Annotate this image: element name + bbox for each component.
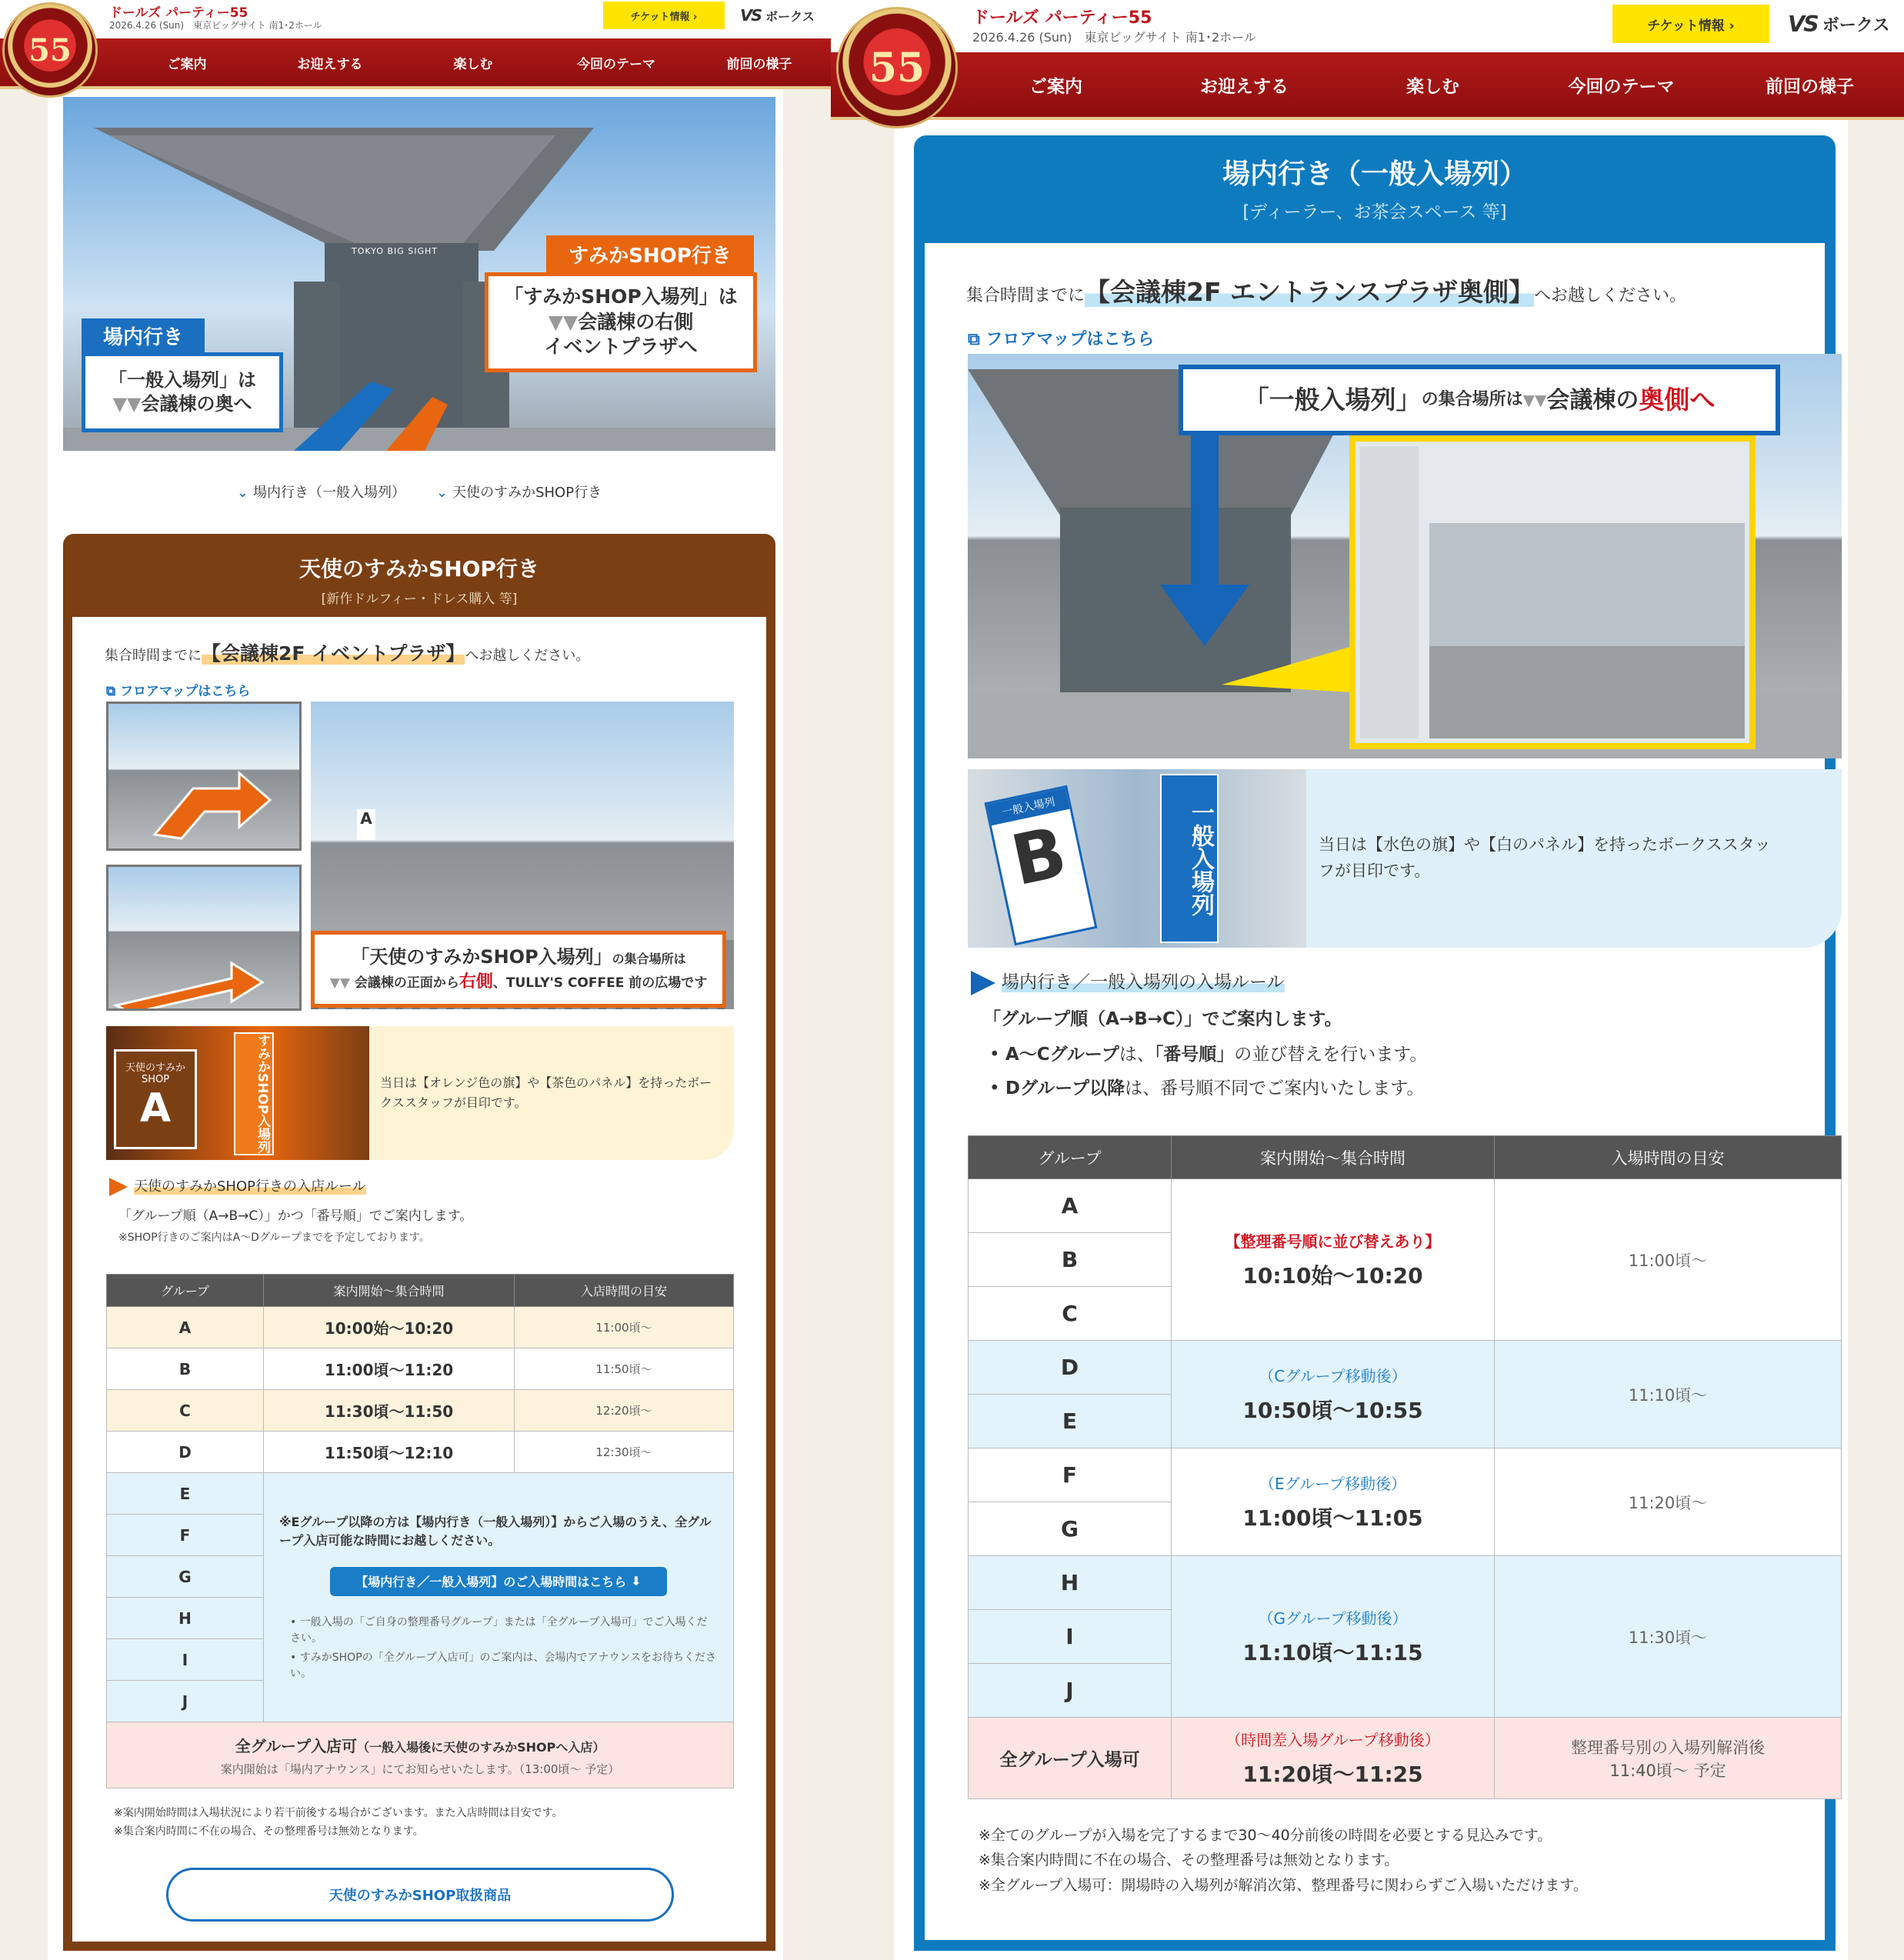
orange-arrow-icon bbox=[108, 704, 302, 851]
down-arrow-icon: ▼▼ bbox=[1522, 391, 1547, 409]
external-link-icon: ⧉ bbox=[968, 330, 986, 349]
venue-callout bbox=[82, 352, 283, 432]
group-sign: A bbox=[357, 809, 375, 840]
shop-staff-photo bbox=[106, 1026, 369, 1160]
group-cell: J bbox=[107, 1681, 264, 1722]
down-arrow-icon: ▼▼ bbox=[112, 393, 142, 415]
venue-tag: 場内行き bbox=[82, 318, 205, 352]
rule-b1-bold2: 「番号順」 bbox=[1154, 1045, 1235, 1065]
col-time: 案内開始～集合時間 bbox=[1172, 1136, 1495, 1179]
group-cell: G bbox=[107, 1556, 264, 1598]
external-link-icon: ⧉ bbox=[106, 684, 121, 699]
orange-arrow-icon bbox=[108, 867, 302, 1011]
table-row-all bbox=[969, 1718, 1842, 1799]
nav-item-enjoy[interactable]: 楽しむ bbox=[1406, 76, 1459, 97]
time-value: 11:00頃～11:05 bbox=[1242, 1505, 1423, 1531]
group-cell: E bbox=[969, 1395, 1172, 1448]
shop-callout-place: 会議棟の右側 bbox=[578, 310, 694, 333]
all-groups-time bbox=[1172, 1718, 1495, 1799]
anchor-venue-label: 場内行き（一般入場列） bbox=[253, 485, 405, 501]
anchor-shop[interactable] bbox=[436, 482, 602, 502]
caption-right: 右側 bbox=[458, 972, 493, 992]
col-group: グループ bbox=[107, 1275, 264, 1307]
time-note: 【整理番号順に並び替えあり】 bbox=[1225, 1232, 1441, 1251]
caption-line2 bbox=[315, 970, 722, 995]
event-date: 2026.4.26 (Sun) 東京ビッグサイト 南1･2ホール bbox=[972, 30, 1256, 45]
shop-meeting-text bbox=[105, 638, 589, 666]
arrow-down-circle-icon: ⬇ bbox=[631, 1574, 642, 1588]
time-cell: 11:30頃～11:50 bbox=[264, 1390, 515, 1432]
estimate-cell: 11:00頃～ bbox=[515, 1307, 734, 1348]
venue-time-button-label: 【場内行き／一般入場列】のご入場時間はこちら bbox=[355, 1575, 627, 1589]
footnote-2: ※集合案内時間に不在の場合、その整理番号は無効となります。 bbox=[979, 1852, 1399, 1869]
caption-front: 会議棟の正面から bbox=[354, 975, 459, 992]
time-value: 10:10始～10:20 bbox=[1242, 1263, 1423, 1288]
col-group: グループ bbox=[969, 1136, 1172, 1179]
shop-rule-line: 「グループ順（A→B→C）」かつ「番号順」でご案内します。 bbox=[118, 1208, 473, 1224]
chevron-down-icon: ⌄ bbox=[236, 485, 248, 501]
logo-text: 55 bbox=[28, 32, 72, 68]
site-header bbox=[0, 0, 831, 89]
later-groups-cell bbox=[264, 1473, 734, 1722]
shop-callout-line3: イベントプラザへ bbox=[544, 335, 698, 358]
footnote-3: ※全グループ入場可：開場時の入場列が解消次第、整理番号に関わらずご入場いただけます。 bbox=[979, 1876, 1588, 1894]
table-header-row bbox=[107, 1275, 734, 1307]
nav-item-previous[interactable]: 前回の様子 bbox=[1766, 76, 1854, 97]
time-value: 10:50頃～10:55 bbox=[1242, 1398, 1423, 1423]
estimate-cell: 11:30頃～ bbox=[1495, 1556, 1842, 1718]
meeting-place: 【会議棟2F イベントプラザ】 bbox=[202, 642, 465, 665]
venue-title: 場内行き（一般入場列） bbox=[1222, 158, 1527, 190]
caption-meeting: の集合場所は bbox=[612, 951, 686, 966]
group-cell: D bbox=[107, 1432, 264, 1473]
all-title-main: 全グループ入店可 bbox=[235, 1736, 358, 1755]
shop-photo-plaza bbox=[106, 865, 302, 1011]
estimate-cell: 12:30頃～ bbox=[515, 1432, 734, 1473]
table-row-all bbox=[107, 1722, 734, 1788]
group-cell: H bbox=[969, 1556, 1172, 1610]
shop-callout bbox=[485, 272, 757, 372]
table-row bbox=[107, 1307, 734, 1348]
group-cell: A bbox=[107, 1307, 264, 1348]
flag-icon bbox=[109, 1178, 128, 1196]
main-nav bbox=[0, 38, 831, 89]
time-cell: 11:00頃～11:20 bbox=[264, 1348, 515, 1390]
table-row bbox=[969, 1341, 1842, 1395]
time-cell bbox=[1172, 1556, 1495, 1718]
estimate-cell: 11:20頃～ bbox=[1495, 1448, 1842, 1556]
site-header bbox=[831, 0, 1904, 120]
down-arrow-icon: ▼▼ bbox=[548, 310, 579, 333]
shop-photo-building bbox=[106, 702, 302, 851]
venue-photo bbox=[968, 354, 1842, 758]
meeting-place: 【会議棟2F エントランスプラザ奥側】 bbox=[1085, 277, 1535, 307]
rule-b1-bold: A～Cグループ bbox=[1005, 1045, 1119, 1065]
site-title[interactable]: ドールズ パーティー55 bbox=[972, 8, 1152, 28]
venue-callout-line2 bbox=[85, 392, 279, 416]
estimate-cell: 11:50頃～ bbox=[515, 1348, 734, 1390]
all-note: （時間差入場グループ移動後） bbox=[1225, 1731, 1440, 1749]
table-row bbox=[107, 1390, 734, 1432]
nav-item-guide[interactable]: ご案内 bbox=[1029, 76, 1082, 97]
shop-callout-line2 bbox=[489, 310, 753, 335]
venue-rule-bullet-2: • Dグループ以降は、番号順不同でご案内いたします。 bbox=[989, 1078, 1425, 1098]
footnote-1: ※全てのグループが入場を完了するまで30～40分前後の時間を必要とする見込みです。 bbox=[979, 1827, 1552, 1844]
building-sign: TOKYO BIG SIGHT bbox=[352, 246, 438, 256]
venue-meeting-text bbox=[966, 272, 1686, 308]
shop-photo-caption bbox=[311, 931, 726, 1008]
nav-item-welcome[interactable]: お迎えする bbox=[297, 56, 363, 72]
floor-map-label: フロアマップはこちら bbox=[985, 330, 1155, 349]
venue-staff-text: 当日は【水色の旗】や【白のパネル】を持ったボークススタッフが目印です。 bbox=[1319, 835, 1771, 880]
later-bullet-2: • すみかSHOPの「全グループ入店可」のご案内は、会場内でアナウンスをお待ちください。 bbox=[290, 1651, 717, 1680]
shop-rule-title-text: 天使のすみかSHOP行きの入店ルール bbox=[134, 1178, 366, 1195]
shop-subtitle: [新作ドルフィー・ドレス購入 等] bbox=[321, 592, 518, 607]
table-row bbox=[107, 1473, 734, 1515]
sign-text: 天使のすみかSHOP bbox=[125, 1062, 185, 1085]
caption-meeting: の集合場所は bbox=[1421, 389, 1523, 409]
table-row bbox=[969, 1448, 1842, 1502]
venue-photo-caption bbox=[1179, 365, 1780, 435]
shop-staff-note bbox=[106, 1026, 734, 1160]
left-screenshot bbox=[0, 0, 831, 1960]
ticket-button[interactable]: チケット情報 › bbox=[1612, 5, 1769, 43]
anchor-shop-label: 天使のすみかSHOP行き bbox=[452, 485, 602, 501]
flag-icon bbox=[971, 971, 995, 995]
caption-tullys: 、TULLY'S COFFEE 前の広場です bbox=[492, 975, 708, 992]
floor-map-link[interactable] bbox=[106, 680, 250, 699]
brand-name: ボークス bbox=[1822, 15, 1890, 35]
event-date: 2026.4.26 (Sun) 東京ビッグサイト 南1･2ホール bbox=[109, 20, 322, 31]
caption-queue-name: 「天使のすみかSHOP入場列」 bbox=[351, 945, 612, 968]
logo-text: 55 bbox=[869, 44, 925, 92]
meeting-pre: 集合時間までに bbox=[105, 648, 202, 664]
shop-schedule-table bbox=[106, 1274, 734, 1788]
group-cell: I bbox=[107, 1639, 264, 1681]
nav-item-guide[interactable]: ご案内 bbox=[167, 56, 207, 72]
all-groups-label: 全グループ入場可 bbox=[969, 1718, 1172, 1799]
ticket-button[interactable]: チケット情報 › bbox=[603, 2, 725, 29]
venue-staff-sign bbox=[984, 785, 1097, 946]
brand-logo[interactable] bbox=[1788, 11, 1890, 37]
all-groups-estimate bbox=[1495, 1718, 1842, 1799]
later-note: ※Eグループ以降の方は【場内行き（一般入場列）】からご入場のうえ、全グループ入店可能な時間にお越しください。 bbox=[279, 1514, 712, 1548]
group-cell: I bbox=[969, 1610, 1172, 1664]
table-row bbox=[107, 1348, 734, 1390]
shop-products-button[interactable]: 天使のすみかSHOP取扱商品 bbox=[166, 1868, 674, 1922]
time-note: （Cグループ移動後） bbox=[1259, 1367, 1407, 1385]
rule-b1-post: の並び替えを行います。 bbox=[1234, 1045, 1428, 1065]
shop-footnotes bbox=[114, 1805, 563, 1842]
group-cell: D bbox=[969, 1341, 1172, 1395]
all-title-sub: （一般入場後に天使のすみかSHOPへ入店） bbox=[357, 1739, 605, 1755]
time-note: （Eグループ移動後） bbox=[1259, 1475, 1407, 1493]
nav-item-theme[interactable]: 今回のテーマ bbox=[1568, 76, 1675, 97]
time-cell bbox=[1172, 1341, 1495, 1448]
venue-schedule-table bbox=[968, 1135, 1842, 1799]
shop-rule-title bbox=[109, 1175, 366, 1196]
time-cell: 11:50頃～12:10 bbox=[264, 1432, 515, 1473]
col-estimate: 入場時間の目安 bbox=[1495, 1136, 1842, 1179]
hero-image bbox=[63, 97, 775, 451]
time-cell: 10:00始～10:20 bbox=[264, 1307, 515, 1348]
nav-item-welcome[interactable]: お迎えする bbox=[1200, 76, 1289, 97]
table-row bbox=[969, 1179, 1842, 1233]
shop-tag: すみかSHOP行き bbox=[546, 235, 754, 272]
venue-callout-line1: 「一般入場列」は bbox=[108, 368, 256, 391]
right-screenshot bbox=[831, 0, 1904, 1960]
rule-b2-bold: Dグループ以降 bbox=[1005, 1078, 1125, 1098]
meeting-post: へお越しください。 bbox=[1534, 286, 1687, 305]
venue-staff-note bbox=[968, 769, 1842, 948]
later-bullet-1: • 一般入場の「ご自身の整理番号グループ」または「全グループ入場可」でご入場ください。 bbox=[290, 1615, 708, 1645]
rule-b1-mid: は、 bbox=[1119, 1045, 1155, 1065]
floor-map-link[interactable] bbox=[968, 326, 1155, 350]
meeting-post: へお越しください。 bbox=[465, 648, 590, 664]
group-cell: C bbox=[107, 1390, 264, 1432]
col-time: 案内開始～集合時間 bbox=[264, 1275, 515, 1307]
footnote-1: ※案内開始時間は入場状況により若干前後する場合がございます。また入店時間は目安です。 bbox=[114, 1807, 563, 1819]
site-title[interactable]: ドールズ パーティー55 bbox=[109, 5, 248, 21]
venue-footnotes bbox=[979, 1823, 1588, 1898]
venue-section-header bbox=[914, 152, 1836, 223]
all-time: 11:20頃～11:25 bbox=[1242, 1762, 1423, 1787]
brand-name: ボークス bbox=[765, 8, 815, 24]
group-cell: G bbox=[969, 1502, 1172, 1556]
logo[interactable] bbox=[839, 9, 955, 126]
estimate-cell: 11:10頃～ bbox=[1495, 1341, 1842, 1448]
sign-text: 一般入場列 bbox=[987, 788, 1070, 825]
caption-building: 会議棟の bbox=[1546, 386, 1639, 414]
group-cell: E bbox=[107, 1473, 264, 1515]
anchor-venue[interactable] bbox=[237, 482, 405, 502]
sign-letter: B bbox=[1005, 812, 1074, 902]
time-value: 11:10頃～11:15 bbox=[1242, 1640, 1423, 1665]
group-cell: A bbox=[969, 1179, 1172, 1233]
nav-item-theme[interactable]: 今回のテーマ bbox=[577, 56, 655, 72]
caption-line1 bbox=[315, 944, 722, 971]
shop-rule-note: ※SHOP行きのご案内はA～Dグループまでを予定しております。 bbox=[118, 1232, 430, 1244]
venue-time-button[interactable] bbox=[330, 1567, 667, 1596]
venue-rule-bullet-1: • A～Cグループは、「番号順」の並び替えを行います。 bbox=[989, 1045, 1428, 1065]
anchor-links bbox=[63, 482, 775, 502]
shop-flag: すみかSHOP入場列 bbox=[234, 1032, 274, 1155]
all-note: 案内開始は「場内アナウンス」にてお知らせいたします。（13:00頃～ 予定） bbox=[220, 1762, 620, 1776]
rule-b2-post: は、番号順不同でご案内いたします。 bbox=[1125, 1078, 1425, 1098]
estimate-cell: 11:00頃～ bbox=[1495, 1179, 1842, 1341]
logo[interactable] bbox=[5, 5, 95, 95]
later-bullet-2-text: すみかSHOPの「全グループ入店可」のご案内は、会場内でアナウンスをお待ちください。 bbox=[290, 1651, 717, 1680]
chevron-down-icon: ⌄ bbox=[436, 485, 448, 501]
venue-rule-line: 「グループ順（A→B→C）」でご案内します。 bbox=[983, 1009, 1342, 1029]
nav-item-previous[interactable]: 前回の様子 bbox=[726, 56, 792, 72]
shop-staff-text: 当日は【オレンジ色の旗】や【茶色のパネル】を持ったボークススタッフが目印です。 bbox=[380, 1075, 712, 1110]
meeting-pre: 集合時間までに bbox=[966, 286, 1085, 305]
venue-rule-title bbox=[971, 968, 1285, 995]
shop-callout-line1: 「すみかSHOP入場列」は bbox=[504, 285, 738, 308]
shop-section-header bbox=[63, 534, 775, 617]
later-bullet-1-text: 一般入場の「ご自身の整理番号グループ」または「全グループ入場可」でご入場ください。 bbox=[290, 1615, 708, 1645]
group-cell: F bbox=[107, 1515, 264, 1556]
brand-logo[interactable] bbox=[740, 6, 815, 25]
venue-staff-photo bbox=[968, 769, 1306, 948]
time-note: （Gグループ移動後） bbox=[1258, 1609, 1408, 1628]
group-cell: J bbox=[969, 1664, 1172, 1718]
estimate-cell: 12:20頃～ bbox=[515, 1390, 734, 1432]
all-groups-cell bbox=[107, 1722, 734, 1788]
down-arrow-icon: ▼▼ bbox=[329, 975, 355, 992]
shop-title: 天使のすみかSHOP行き bbox=[299, 556, 539, 582]
caption-queue-name: 「一般入場列」 bbox=[1243, 384, 1422, 415]
group-cell: B bbox=[969, 1233, 1172, 1287]
venue-flag: 一般入場列 bbox=[1160, 774, 1219, 943]
all-est-2: 11:40頃～ 予定 bbox=[1609, 1761, 1726, 1780]
time-cell bbox=[1172, 1448, 1495, 1556]
venue-callout-place: 会議棟の奥へ bbox=[141, 393, 252, 415]
all-title bbox=[107, 1734, 733, 1756]
shop-staff-sign bbox=[114, 1049, 197, 1149]
footnote-2: ※集合案内時間に不在の場合、その整理番号は無効となります。 bbox=[114, 1825, 424, 1838]
brand-mark: VS bbox=[740, 6, 762, 25]
table-row bbox=[969, 1556, 1842, 1610]
venue-rule-title-text: 場内行き／一般入場列の入場ルール bbox=[1002, 972, 1285, 992]
group-cell: B bbox=[107, 1348, 264, 1390]
sign-letter: A bbox=[139, 1085, 172, 1132]
nav-item-enjoy[interactable]: 楽しむ bbox=[453, 56, 493, 72]
col-estimate: 入店時間の目安 bbox=[515, 1275, 734, 1307]
brand-mark: VS bbox=[1788, 11, 1818, 37]
all-est-1: 整理番号別の入場列解消後 bbox=[1571, 1738, 1765, 1757]
group-cell: F bbox=[969, 1448, 1172, 1502]
main-nav bbox=[831, 52, 1904, 120]
group-cell: C bbox=[969, 1287, 1172, 1341]
table-header-row bbox=[969, 1136, 1842, 1179]
time-cell bbox=[1172, 1179, 1495, 1341]
venue-subtitle: [ディーラー、お茶会スペース 等] bbox=[1242, 202, 1507, 222]
caption-back-side: 奥側へ bbox=[1639, 384, 1716, 415]
floor-map-label: フロアマップはこちら bbox=[120, 684, 251, 699]
group-cell: H bbox=[107, 1598, 264, 1639]
table-row bbox=[107, 1432, 734, 1473]
